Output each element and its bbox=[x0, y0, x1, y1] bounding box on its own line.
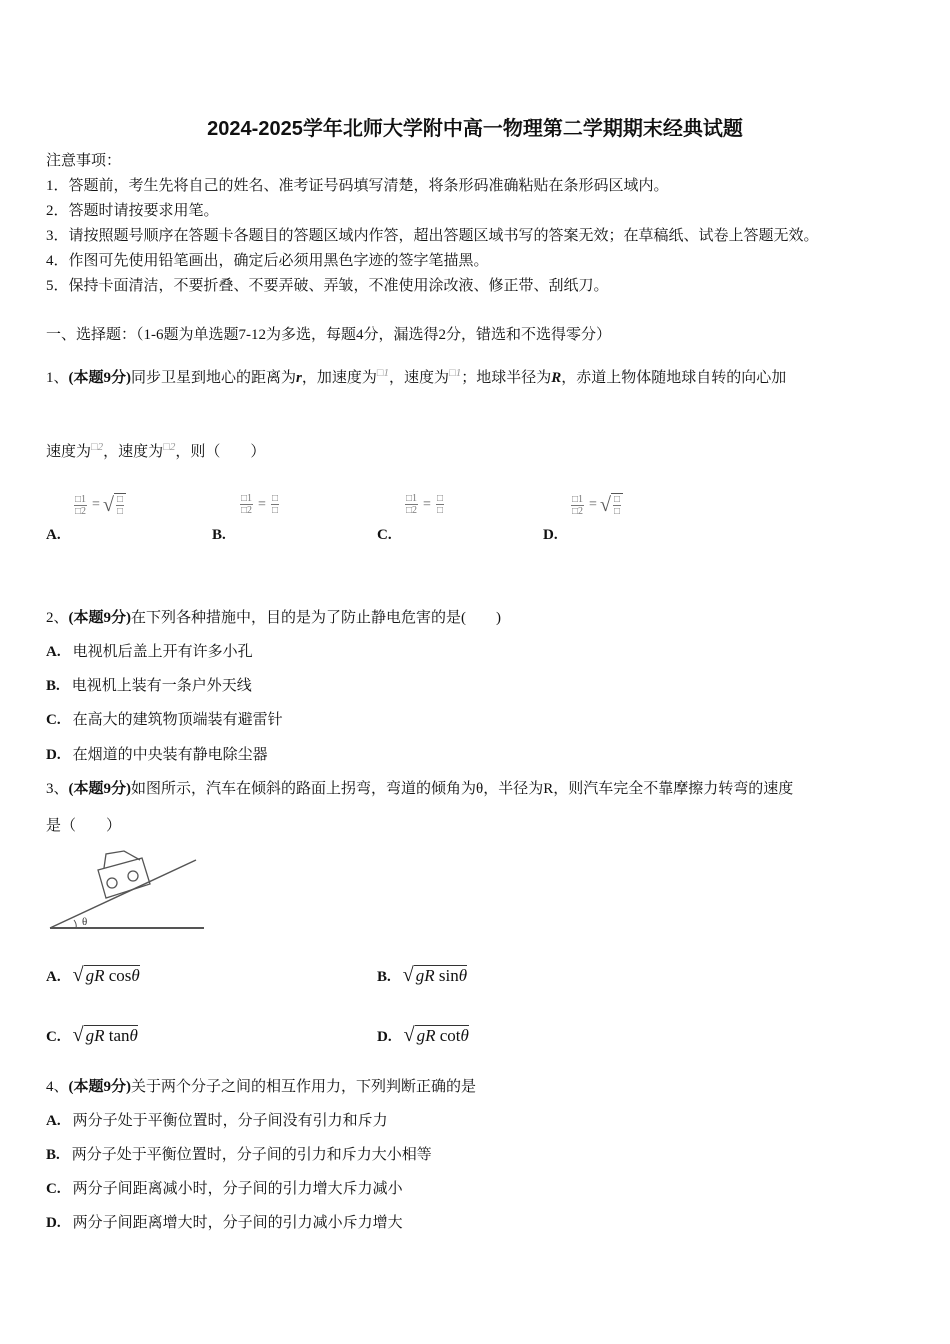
equals-sign: = bbox=[258, 496, 266, 512]
sqrt-icon: √ bbox=[403, 1024, 415, 1046]
option-label: C. bbox=[46, 1029, 61, 1045]
option-label: D. bbox=[377, 1029, 392, 1045]
option-text: 两分子处于平衡位置时，分子间的引力和斥力大小相等 bbox=[71, 1147, 432, 1163]
formula-expr: gR bbox=[85, 1026, 105, 1045]
fraction-numerator: □ bbox=[613, 494, 620, 505]
formula-function: cot bbox=[439, 1026, 461, 1045]
option-d[interactable] bbox=[46, 745, 268, 765]
question-4-stem bbox=[46, 1077, 476, 1097]
question-text: 如图所示，汽车在倾斜的路面上拐弯，弯道的倾角为θ，半径为R，则汽车完全不靠摩擦力转弯的速度 bbox=[131, 781, 794, 797]
option-c[interactable] bbox=[46, 710, 283, 730]
option-b[interactable]: B. bbox=[212, 527, 226, 543]
option-formula bbox=[73, 966, 140, 985]
car-icon bbox=[98, 851, 150, 898]
formula-expr: gR bbox=[415, 966, 435, 985]
formula-placeholder: □2 bbox=[91, 441, 104, 453]
question-text: ，加速度为 bbox=[301, 370, 377, 386]
fraction-denominator: □ bbox=[116, 506, 123, 517]
option-label: B. bbox=[377, 969, 391, 985]
equals-sign: = bbox=[92, 497, 100, 512]
fraction-denominator: □2 bbox=[406, 505, 418, 516]
option-formula bbox=[404, 1026, 469, 1045]
option-text: 两分子处于平衡位置时，分子间没有引力和斥力 bbox=[72, 1113, 388, 1129]
sqrt-icon: √ bbox=[102, 493, 114, 516]
question-2-stem bbox=[46, 608, 501, 628]
formula-expr: gR bbox=[85, 966, 105, 985]
formula-function: cos bbox=[108, 966, 132, 985]
sqrt-icon: √ bbox=[599, 493, 611, 516]
notice-item: 3．请按照题号顺序在答题卡各题目的答题区域内作答，超出答题区域书写的答案无效；在草稿纸、试卷上答题无效。 bbox=[46, 228, 819, 244]
question-tag: (本题9分) bbox=[68, 781, 132, 797]
sqrt-icon: √ bbox=[72, 964, 84, 986]
question-1-line-1 bbox=[46, 363, 786, 388]
fraction-denominator: □2 bbox=[572, 505, 584, 517]
option-a[interactable] bbox=[46, 1111, 388, 1131]
question-number: 2、 bbox=[46, 610, 69, 626]
question-tag: (本题9分) bbox=[68, 610, 132, 626]
option-a[interactable] bbox=[46, 642, 253, 662]
formula-function: sin bbox=[438, 966, 459, 985]
equals-sign: = bbox=[423, 496, 431, 512]
question-text: ，速度为 bbox=[389, 370, 450, 386]
fraction-denominator: □ bbox=[613, 506, 620, 517]
question-number: 1、 bbox=[46, 370, 69, 386]
option-text: 在高大的建筑物顶端装有避雷针 bbox=[72, 712, 283, 728]
option-text: 电视机后盖上开有许多小孔 bbox=[72, 644, 253, 660]
option-text: 两分子间距离增大时，分子间的引力减小斥力增大 bbox=[72, 1215, 403, 1231]
question-1-line-2 bbox=[46, 437, 265, 462]
option-text: 两分子间距离减小时，分子间的引力增大斥力减小 bbox=[72, 1181, 403, 1197]
option-d[interactable]: D. bbox=[543, 527, 558, 543]
formula-function: tan bbox=[108, 1026, 130, 1045]
question-text: ，则（ ） bbox=[175, 444, 266, 460]
formula-expr: gR bbox=[416, 1026, 436, 1045]
question-tag: (本题9分) bbox=[68, 1079, 132, 1095]
angle-label: θ bbox=[82, 916, 88, 928]
option-formula bbox=[72, 493, 126, 517]
sqrt-icon: √ bbox=[402, 964, 414, 986]
option-label: B. bbox=[46, 678, 60, 694]
option-formula bbox=[403, 493, 446, 516]
fraction-numerator: □ bbox=[116, 494, 123, 505]
question-text: ，赤道上物体随地球自转的向心加 bbox=[561, 370, 787, 386]
question-number: 3、 bbox=[46, 781, 69, 797]
option-text: 在烟道的中央装有静电除尘器 bbox=[72, 747, 268, 763]
option-b[interactable] bbox=[377, 965, 467, 987]
option-b[interactable] bbox=[46, 1145, 432, 1165]
sqrt-icon: √ bbox=[72, 1024, 84, 1046]
formula-variable: θ bbox=[458, 966, 468, 985]
var-r: r bbox=[296, 370, 302, 386]
question-text: 在下列各种措施中，目的是为了防止静电危害的是( ) bbox=[131, 610, 502, 626]
fraction-denominator: □ bbox=[271, 505, 278, 516]
notice-item: 1．答题前，考生先将自己的姓名、准考证号码填写清楚，将条形码准确粘贴在条形码区域内。 bbox=[46, 178, 669, 194]
option-a[interactable]: A. bbox=[46, 527, 61, 543]
option-formula bbox=[238, 493, 281, 516]
notice-item: 4．作图可先使用铅笔画出，确定后必须用黑色字迹的签字笔描黑。 bbox=[46, 253, 489, 269]
incline-line bbox=[50, 860, 196, 928]
option-c[interactable]: C. bbox=[377, 527, 392, 543]
angle-arc bbox=[74, 920, 76, 928]
question-3-stem-2: 是（ ） bbox=[46, 818, 122, 834]
fraction-denominator: □2 bbox=[241, 505, 253, 516]
var-R: R bbox=[551, 370, 562, 386]
option-c[interactable] bbox=[46, 1179, 403, 1199]
option-text: 电视机上装有一条户外天线 bbox=[71, 678, 252, 694]
formula-variable: θ bbox=[129, 1026, 138, 1045]
formula-variable: θ bbox=[131, 966, 140, 985]
formula-placeholder: □2 bbox=[163, 441, 176, 453]
option-a[interactable] bbox=[46, 965, 140, 987]
option-c[interactable] bbox=[46, 1025, 138, 1047]
option-d[interactable] bbox=[377, 1025, 469, 1047]
option-label: D. bbox=[46, 747, 61, 763]
option-label: D. bbox=[46, 1215, 61, 1231]
equals-sign: = bbox=[589, 497, 597, 512]
notice-item: 5．保持卡面清洁，不要折叠、不要弄破、弄皱，不准使用涂改液、修正带、刮纸刀。 bbox=[46, 278, 609, 294]
formula-variable: θ bbox=[460, 1026, 469, 1045]
formula-placeholder: □1 bbox=[376, 367, 390, 379]
section-heading: 一、选择题：（1-6题为单选题7-12为多选，每题4分，漏选得2分，错选和不选得零分） bbox=[46, 327, 611, 343]
option-formula bbox=[403, 966, 467, 985]
inclined-road-car-figure bbox=[46, 848, 210, 934]
option-label: C. bbox=[46, 712, 61, 728]
notice-item: 2．答题时请按要求用笔。 bbox=[46, 203, 219, 219]
option-formula bbox=[73, 1026, 138, 1045]
page-title: 2024-2025学年北师大学附中高一物理第二学期期末经典试题 bbox=[207, 118, 743, 140]
fraction-denominator: □2 bbox=[75, 505, 87, 517]
option-label: A. bbox=[46, 644, 61, 660]
option-label: C. bbox=[46, 1181, 61, 1197]
option-formula bbox=[569, 493, 623, 517]
question-text: 速度为 bbox=[46, 444, 92, 460]
fraction-numerator: □1 bbox=[572, 493, 584, 505]
notice-header: 注意事项： bbox=[46, 153, 122, 169]
fraction-denominator: □ bbox=[436, 505, 443, 516]
question-text: 关于两个分子之间的相互作用力，下列判断正确的是 bbox=[131, 1079, 477, 1095]
question-tag: (本题9分) bbox=[68, 370, 132, 386]
formula-placeholder: □1 bbox=[449, 367, 462, 379]
question-text: ；地球半径为 bbox=[461, 370, 552, 386]
fraction-numerator: □1 bbox=[406, 493, 418, 504]
fraction-numerator: □ bbox=[271, 493, 278, 504]
question-text: 同步卫星到地心的距离为 bbox=[131, 370, 297, 386]
option-label: B. bbox=[46, 1147, 60, 1163]
option-b[interactable] bbox=[46, 676, 252, 696]
option-label: A. bbox=[46, 969, 61, 985]
fraction-numerator: □ bbox=[436, 493, 443, 504]
option-label: A. bbox=[46, 1113, 61, 1129]
question-number: 4、 bbox=[46, 1079, 69, 1095]
question-3-stem bbox=[46, 779, 793, 799]
fraction-numerator: □1 bbox=[75, 493, 87, 505]
option-d[interactable] bbox=[46, 1213, 403, 1233]
question-text: ，速度为 bbox=[103, 444, 164, 460]
fraction-numerator: □1 bbox=[241, 493, 253, 504]
